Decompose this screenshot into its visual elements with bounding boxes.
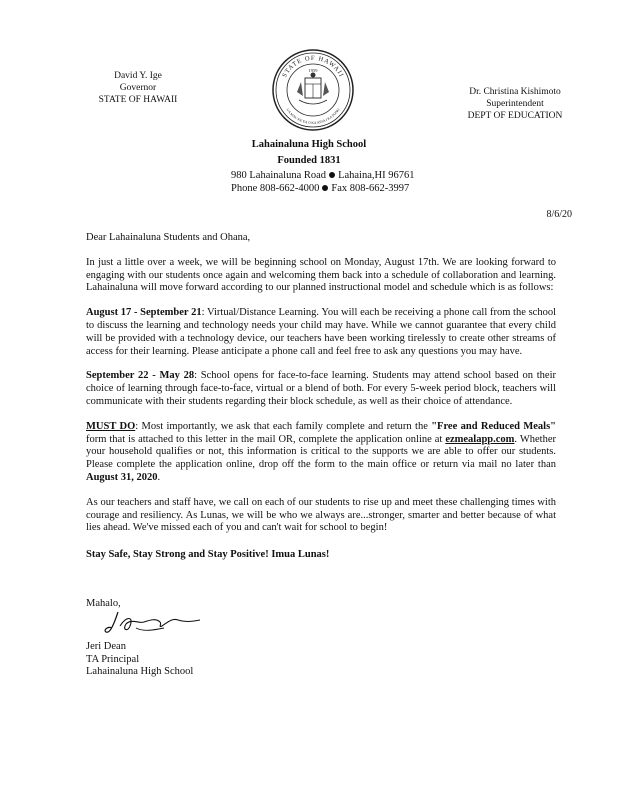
- superintendent-title: Superintendent: [486, 99, 544, 109]
- period1-text: : Virtual/Distance Learning. You will each be receiving a phone call from the school to discuss the learning and technology needs your child may have. While we cannot guarantee that every child will be provided with a technology device, our teachers have been working tirelessly to create other streams of access for their learning. Please anticipate a phone call and feel free to ask any questions you may have.: [86, 307, 557, 357]
- address-city: Lahaina,HI 96761: [338, 170, 415, 181]
- school-address: [0, 169, 618, 182]
- deadline-date: August 31, 2020: [86, 471, 158, 483]
- seal-motto-text: UA MAU KE EA O KA AINA I KA PONO: [285, 107, 341, 126]
- distance-learning-paragraph: [86, 307, 556, 358]
- bullet-icon: [329, 172, 335, 178]
- motto-line: Stay Safe, Stay Strong and Stay Positive! Imua Lunas!: [86, 549, 330, 561]
- period2-label: September 22 - May 28: [86, 370, 195, 382]
- meal-app-link[interactable]: ezmealapp.com: [445, 433, 515, 445]
- state-seal-icon: [271, 48, 355, 132]
- superintendent-block: [440, 86, 590, 122]
- period2-text: : School opens for face-to-face learning. Students may attend school based on their choice of learning through face-to-face, virtual or a blend of both. For every 5-week period block, teachers will communicate with their students regarding their block schedule, as well as their choice of attendance.: [86, 370, 556, 407]
- governor-name: David Y. Ige: [114, 71, 162, 81]
- valediction: Mahalo,: [86, 598, 121, 609]
- must-do-text-a: : Most importantly, we ask that each family complete and return the: [135, 420, 432, 432]
- signer-title: TA Principal: [86, 653, 140, 665]
- closing-paragraph: As our teachers and staff have, we call on each of our students to rise up and meet these challenging times with courage and resiliency. As Lunas, we will be who we always are...stronger, smarter and better because of what lies ahead. We've missed each of you and can't wait for school to begin!: [86, 496, 556, 534]
- must-do-text-d: .: [157, 471, 161, 483]
- address-street: 980 Lahainaluna Road: [231, 170, 327, 181]
- governor-block: [88, 70, 188, 106]
- signer-name: Jeri Dean: [86, 640, 126, 652]
- state-name: STATE OF HAWAII: [98, 95, 178, 105]
- must-do-paragraph: [86, 421, 556, 485]
- intro-paragraph: In just a little over a week, we will be beginning school on Monday, August 17th. We are looking forward to engaging with our students once again and welcoming them back into a schedule of collaboration and learning. Lahainaluna will move forward according to our planned instructional model and schedule which is as follows:: [86, 256, 556, 294]
- salutation: Dear Lahainaluna Students and Ohana,: [86, 232, 251, 243]
- school-phone: Phone 808-662-4000: [231, 183, 320, 194]
- letter-body: [86, 232, 556, 576]
- seal-year: 1959: [308, 68, 318, 73]
- period1-label: August 17 - September 21: [86, 307, 202, 319]
- must-do-text-c: . Whether your household qualifies or not, this information is critical to the supports we are able to offer our students. Please complete the application online, drop off the form to the main office or return via mail no later than: [86, 433, 556, 471]
- meal-form-name: "Free and Reduced Meals": [431, 420, 557, 432]
- department-name: DEPT OF EDUCATION: [467, 111, 563, 121]
- superintendent-name: Dr. Christina Kishimoto: [469, 87, 561, 97]
- school-contact: [0, 182, 618, 195]
- must-do-label: MUST DO: [86, 420, 136, 432]
- must-do-text-b: form that is attached to this letter in the mail OR, complete the application online at: [86, 433, 446, 445]
- letter-date: 8/6/20: [546, 209, 572, 220]
- school-fax: Fax 808-662-3997: [331, 183, 410, 194]
- face-to-face-paragraph: [86, 370, 556, 408]
- handwritten-signature-icon: [104, 608, 204, 638]
- governor-title: Governor: [119, 83, 157, 93]
- bullet-icon: [322, 185, 328, 191]
- seal-top-text: STATE OF HAWAII: [281, 54, 345, 79]
- school-name: Lahainaluna High School: [251, 139, 367, 150]
- school-info: [0, 138, 618, 195]
- signer-school: Lahainaluna High School: [86, 666, 194, 678]
- school-founded: Founded 1831: [277, 155, 341, 166]
